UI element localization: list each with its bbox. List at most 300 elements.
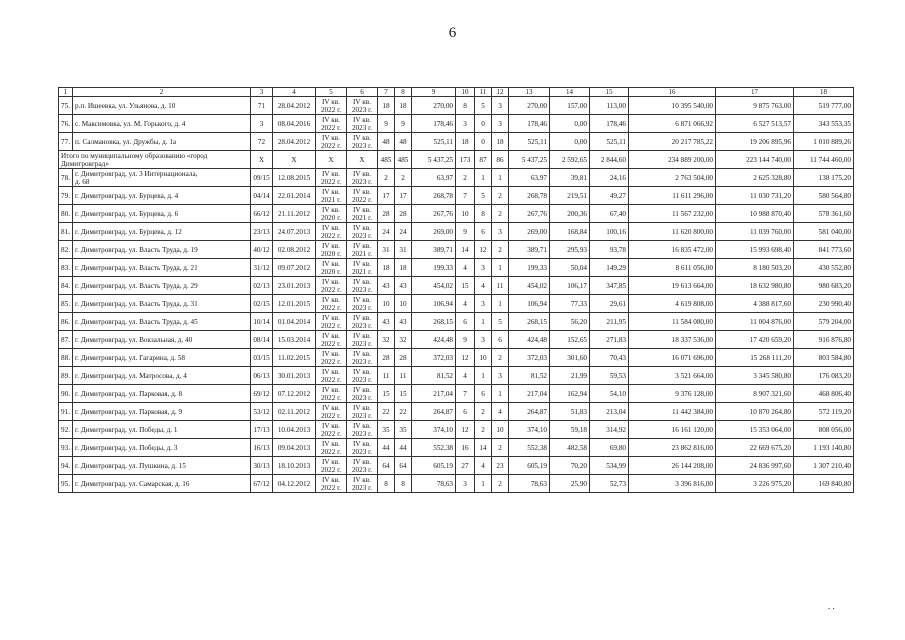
cell-c6-line: 2023 г. bbox=[351, 411, 373, 420]
cell-c5 bbox=[316, 115, 347, 133]
cell-c3: 53/12 bbox=[251, 403, 273, 421]
cell-c7: 2 bbox=[378, 169, 395, 187]
cell-c4: 24.07.2013 bbox=[273, 223, 316, 241]
cell-c6-line: IV кв. bbox=[353, 421, 371, 430]
cell-c16: 18 337 536,00 bbox=[629, 331, 716, 349]
cell-c11: 4 bbox=[475, 457, 492, 475]
cell-c16: 19 613 664,00 bbox=[629, 277, 716, 295]
cell-c4: 04.12.2012 bbox=[273, 475, 316, 493]
cell-c15: 93,78 bbox=[590, 241, 629, 259]
cell-c5 bbox=[316, 97, 347, 115]
cell-c5 bbox=[316, 259, 347, 277]
cell-c6 bbox=[347, 295, 378, 313]
cell-c15: 69,80 bbox=[590, 439, 629, 457]
subtotal-c14: 2 592,65 bbox=[550, 151, 590, 169]
cell-c18: 581 040,00 bbox=[794, 223, 854, 241]
subtotal-c3: X bbox=[251, 151, 273, 169]
address-cell-line: п. Салмановка, ул. Дружбы, д. 1а bbox=[75, 137, 177, 146]
column-number-header: 11 bbox=[475, 88, 492, 97]
cell-c5 bbox=[316, 385, 347, 403]
table-row bbox=[59, 439, 854, 457]
cell-c7: 64 bbox=[378, 457, 395, 475]
cell-c14: 59,18 bbox=[550, 421, 590, 439]
cell-c12: 3 bbox=[492, 223, 509, 241]
cell-c9: 81,52 bbox=[412, 367, 456, 385]
cell-c6 bbox=[347, 331, 378, 349]
cell-c5-line: IV кв. bbox=[322, 439, 340, 448]
cell-c12: 6 bbox=[492, 331, 509, 349]
cell-c6 bbox=[347, 205, 378, 223]
cell-c6 bbox=[347, 187, 378, 205]
row-number: 87. bbox=[59, 331, 73, 349]
address-cell-line: г. Димитровград, ул. Бурцева, д. 4 bbox=[75, 191, 179, 200]
cell-c5-line: 2021 г. bbox=[320, 195, 342, 204]
cell-c13: 372,03 bbox=[509, 349, 550, 367]
subtotal-c13: 5 437,25 bbox=[509, 151, 550, 169]
cell-c5-line: IV кв. bbox=[322, 367, 340, 376]
column-number-header: 14 bbox=[550, 88, 590, 97]
cell-c6-line: IV кв. bbox=[353, 115, 371, 124]
cell-c8: 18 bbox=[395, 259, 412, 277]
address-cell bbox=[73, 133, 251, 151]
address-cell bbox=[73, 205, 251, 223]
cell-c10: 16 bbox=[456, 439, 475, 457]
address-cell bbox=[73, 97, 251, 115]
cell-c3: 09/15 bbox=[251, 169, 273, 187]
cell-c17: 15 268 111,20 bbox=[716, 349, 794, 367]
cell-c5-line: IV кв. bbox=[322, 205, 340, 214]
address-cell bbox=[73, 187, 251, 205]
cell-c4: 02.08.2012 bbox=[273, 241, 316, 259]
cell-c13: 217,04 bbox=[509, 385, 550, 403]
cell-c14: 157,00 bbox=[550, 97, 590, 115]
cell-c5 bbox=[316, 277, 347, 295]
cell-c7: 9 bbox=[378, 115, 395, 133]
cell-c4: 23.01.2013 bbox=[273, 277, 316, 295]
cell-c6 bbox=[347, 169, 378, 187]
cell-c8: 8 bbox=[395, 475, 412, 493]
cell-c15: 178,46 bbox=[590, 115, 629, 133]
address-cell bbox=[73, 367, 251, 385]
cell-c16: 11 611 296,00 bbox=[629, 187, 716, 205]
cell-c4: 02.11.2012 bbox=[273, 403, 316, 421]
cell-c11: 10 bbox=[475, 349, 492, 367]
cell-c6 bbox=[347, 313, 378, 331]
cell-c6-line: 2023 г. bbox=[351, 357, 373, 366]
address-cell-line: с. Максимовка, ул. М. Горького, д. 4 bbox=[75, 119, 186, 128]
cell-c6 bbox=[347, 421, 378, 439]
table-row bbox=[59, 331, 854, 349]
cell-c6-line: IV кв. bbox=[353, 475, 371, 484]
cell-c10: 10 bbox=[456, 205, 475, 223]
cell-c13: 178,46 bbox=[509, 115, 550, 133]
cell-c15: 52,73 bbox=[590, 475, 629, 493]
cell-c5 bbox=[316, 457, 347, 475]
cell-c13: 270,00 bbox=[509, 97, 550, 115]
row-number: 95. bbox=[59, 475, 73, 493]
cell-c9: 268,78 bbox=[412, 187, 456, 205]
cell-c6-line: IV кв. bbox=[353, 295, 371, 304]
row-number: 80. bbox=[59, 205, 73, 223]
cell-c14: 219,51 bbox=[550, 187, 590, 205]
column-number-header: 15 bbox=[590, 88, 629, 97]
cell-c3: 69/12 bbox=[251, 385, 273, 403]
cell-c5-line: IV кв. bbox=[322, 457, 340, 466]
cell-c4: 22.01.2014 bbox=[273, 187, 316, 205]
cell-c8: 9 bbox=[395, 115, 412, 133]
subtotal-c7: 485 bbox=[378, 151, 395, 169]
cell-c13: 605,19 bbox=[509, 457, 550, 475]
cell-c7: 43 bbox=[378, 313, 395, 331]
cell-c17: 11 030 731,20 bbox=[716, 187, 794, 205]
cell-c13: 264,87 bbox=[509, 403, 550, 421]
cell-c4: 28.04.2012 bbox=[273, 97, 316, 115]
cell-c6-line: 2023 г. bbox=[351, 285, 373, 294]
cell-c14: 51,83 bbox=[550, 403, 590, 421]
cell-c18: 230 990,40 bbox=[794, 295, 854, 313]
cell-c5-line: 2022 г. bbox=[320, 141, 342, 150]
subtotal-c11: 87 bbox=[475, 151, 492, 169]
cell-c13: 424,48 bbox=[509, 331, 550, 349]
cell-c9: 605,19 bbox=[412, 457, 456, 475]
cell-c5-line: 2022 г. bbox=[320, 429, 342, 438]
cell-c6 bbox=[347, 349, 378, 367]
cell-c18: 578 361,60 bbox=[794, 205, 854, 223]
row-number: 75. bbox=[59, 97, 73, 115]
cell-c6-line: IV кв. bbox=[353, 97, 371, 106]
cell-c6-line: 2023 г. bbox=[351, 231, 373, 240]
cell-c6-line: IV кв. bbox=[353, 313, 371, 322]
column-number-header: 12 bbox=[492, 88, 509, 97]
row-number: 90. bbox=[59, 385, 73, 403]
subtotal-c17: 223 144 740,00 bbox=[716, 151, 794, 169]
cell-c3: 17/13 bbox=[251, 421, 273, 439]
cell-c10: 4 bbox=[456, 367, 475, 385]
cell-c5 bbox=[316, 169, 347, 187]
cell-c5-line: IV кв. bbox=[322, 97, 340, 106]
cell-c6-line: IV кв. bbox=[353, 223, 371, 232]
cell-c12: 10 bbox=[492, 421, 509, 439]
subtotal-c6: X bbox=[347, 151, 378, 169]
row-number: 89. bbox=[59, 367, 73, 385]
cell-c5 bbox=[316, 367, 347, 385]
cell-c5 bbox=[316, 187, 347, 205]
cell-c6-line: IV кв. bbox=[353, 205, 371, 214]
column-number-header: 10 bbox=[456, 88, 475, 97]
cell-c6 bbox=[347, 241, 378, 259]
cell-c5-line: IV кв. bbox=[322, 115, 340, 124]
address-cell bbox=[73, 385, 251, 403]
cell-c4: 09.07.2012 bbox=[273, 259, 316, 277]
cell-c5-line: 2022 г. bbox=[320, 465, 342, 474]
table-row bbox=[59, 295, 854, 313]
cell-c6-line: IV кв. bbox=[353, 367, 371, 376]
cell-c17: 3 226 975,20 bbox=[716, 475, 794, 493]
cell-c12: 3 bbox=[492, 367, 509, 385]
cell-c5-line: 2022 г. bbox=[320, 411, 342, 420]
cell-c14: 0,00 bbox=[550, 133, 590, 151]
cell-c7: 48 bbox=[378, 133, 395, 151]
cell-c13: 454,02 bbox=[509, 277, 550, 295]
cell-c15: 149,29 bbox=[590, 259, 629, 277]
cell-c12: 2 bbox=[492, 187, 509, 205]
cell-c5-line: 2020 г. bbox=[320, 267, 342, 276]
cell-c6-line: IV кв. bbox=[353, 133, 371, 142]
cell-c8: 17 bbox=[395, 187, 412, 205]
cell-c7: 18 bbox=[378, 259, 395, 277]
cell-c6 bbox=[347, 133, 378, 151]
cell-c6 bbox=[347, 259, 378, 277]
address-cell bbox=[73, 277, 251, 295]
cell-c5 bbox=[316, 331, 347, 349]
cell-c18: 1 193 140,80 bbox=[794, 439, 854, 457]
cell-c11: 1 bbox=[475, 475, 492, 493]
cell-c14: 482,58 bbox=[550, 439, 590, 457]
cell-c9: 199,33 bbox=[412, 259, 456, 277]
cell-c6 bbox=[347, 475, 378, 493]
cell-c7: 10 bbox=[378, 295, 395, 313]
cell-c6 bbox=[347, 277, 378, 295]
cell-c15: 314,92 bbox=[590, 421, 629, 439]
cell-c6-line: 2023 г. bbox=[351, 375, 373, 384]
cell-c6-line: IV кв. bbox=[353, 439, 371, 448]
cell-c8: 48 bbox=[395, 133, 412, 151]
address-cell-line: г. Димитровград, ул. Бурцева, д. 6 bbox=[75, 209, 179, 218]
cell-c6-line: 2023 г. bbox=[351, 105, 373, 114]
cell-c11: 1 bbox=[475, 169, 492, 187]
cell-c9: 270,00 bbox=[412, 97, 456, 115]
cell-c5-line: 2022 г. bbox=[320, 375, 342, 384]
cell-c9: 267,76 bbox=[412, 205, 456, 223]
cell-c13: 63,97 bbox=[509, 169, 550, 187]
cell-c15: 100,16 bbox=[590, 223, 629, 241]
cell-c4: 18.10.2013 bbox=[273, 457, 316, 475]
cell-c6-line: 2023 г. bbox=[351, 303, 373, 312]
cell-c13: 78,63 bbox=[509, 475, 550, 493]
table-row bbox=[59, 187, 854, 205]
cell-c15: 59,53 bbox=[590, 367, 629, 385]
row-number: 92. bbox=[59, 421, 73, 439]
cell-c3: 40/12 bbox=[251, 241, 273, 259]
address-cell bbox=[73, 295, 251, 313]
cell-c6 bbox=[347, 439, 378, 457]
cell-c15: 271,83 bbox=[590, 331, 629, 349]
cell-c13: 552,38 bbox=[509, 439, 550, 457]
row-number: 76. bbox=[59, 115, 73, 133]
cell-c8: 2 bbox=[395, 169, 412, 187]
cell-c6-line: IV кв. bbox=[353, 241, 371, 250]
row-number: 78. bbox=[59, 169, 73, 187]
cell-c5 bbox=[316, 403, 347, 421]
cell-c6 bbox=[347, 115, 378, 133]
cell-c18: 343 553,35 bbox=[794, 115, 854, 133]
cell-c5-line: IV кв. bbox=[322, 133, 340, 142]
table-row bbox=[59, 277, 854, 295]
cell-c7: 11 bbox=[378, 367, 395, 385]
cell-c4: 21.11.2012 bbox=[273, 205, 316, 223]
cell-c17: 24 836 997,60 bbox=[716, 457, 794, 475]
cell-c12: 23 bbox=[492, 457, 509, 475]
cell-c5 bbox=[316, 223, 347, 241]
cell-c8: 28 bbox=[395, 205, 412, 223]
table-row bbox=[59, 241, 854, 259]
cell-c8: 64 bbox=[395, 457, 412, 475]
address-cell-line: г. Димитровград, ул. Победы, д. 1 bbox=[75, 425, 178, 434]
cell-c11: 12 bbox=[475, 241, 492, 259]
cell-c12: 1 bbox=[492, 259, 509, 277]
address-cell bbox=[73, 421, 251, 439]
cell-c3: 03/15 bbox=[251, 349, 273, 367]
cell-c10: 8 bbox=[456, 97, 475, 115]
column-number-header: 1 bbox=[59, 88, 73, 97]
cell-c3: 04/14 bbox=[251, 187, 273, 205]
address-cell-line: г. Димитровград, ул. Вокзальная, д. 40 bbox=[75, 335, 193, 344]
cell-c9: 269,00 bbox=[412, 223, 456, 241]
cell-c15: 29,61 bbox=[590, 295, 629, 313]
address-cell-line: г. Димитровград, ул. Бурцева, д. 12 bbox=[75, 227, 182, 236]
column-number-header: 16 bbox=[629, 88, 716, 97]
housing-table bbox=[58, 87, 854, 493]
cell-c3: 10/14 bbox=[251, 313, 273, 331]
cell-c16: 3 521 664,00 bbox=[629, 367, 716, 385]
cell-c5-line: 2022 г. bbox=[320, 231, 342, 240]
cell-c5 bbox=[316, 295, 347, 313]
cell-c10: 7 bbox=[456, 187, 475, 205]
row-number: 84. bbox=[59, 277, 73, 295]
cell-c8: 35 bbox=[395, 421, 412, 439]
cell-c6-line: IV кв. bbox=[353, 403, 371, 412]
row-number: 91. bbox=[59, 403, 73, 421]
cell-c16: 11 567 232,00 bbox=[629, 205, 716, 223]
column-number-header: 4 bbox=[273, 88, 316, 97]
cell-c14: 301,60 bbox=[550, 349, 590, 367]
cell-c5-line: 2022 г. bbox=[320, 285, 342, 294]
cell-c15: 347,85 bbox=[590, 277, 629, 295]
table-row bbox=[59, 349, 854, 367]
cell-c13: 106,94 bbox=[509, 295, 550, 313]
address-cell-line: г. Димитровград, ул. Власть Труда, д. 29 bbox=[75, 281, 198, 290]
cell-c10: 7 bbox=[456, 385, 475, 403]
cell-c9: 525,11 bbox=[412, 133, 456, 151]
table-row bbox=[59, 403, 854, 421]
cell-c5 bbox=[316, 421, 347, 439]
address-cell bbox=[73, 223, 251, 241]
cell-c18: 519 777,00 bbox=[794, 97, 854, 115]
address-cell bbox=[73, 439, 251, 457]
address-cell bbox=[73, 475, 251, 493]
cell-c7: 43 bbox=[378, 277, 395, 295]
subtotal-c10: 173 bbox=[456, 151, 475, 169]
cell-c3: 72 bbox=[251, 133, 273, 151]
cell-c11: 6 bbox=[475, 223, 492, 241]
cell-c11: 1 bbox=[475, 367, 492, 385]
cell-c14: 77,33 bbox=[550, 295, 590, 313]
cell-c14: 106,17 bbox=[550, 277, 590, 295]
cell-c11: 14 bbox=[475, 439, 492, 457]
cell-c12: 4 bbox=[492, 403, 509, 421]
table-row bbox=[59, 169, 854, 187]
cell-c17: 9 875 763,00 bbox=[716, 97, 794, 115]
cell-c12: 1 bbox=[492, 169, 509, 187]
cell-c5-line: 2022 г. bbox=[320, 357, 342, 366]
cell-c15: 24,16 bbox=[590, 169, 629, 187]
cell-c5-line: 2022 г. bbox=[320, 483, 342, 492]
cell-c11: 0 bbox=[475, 115, 492, 133]
cell-c7: 17 bbox=[378, 187, 395, 205]
address-cell-line: д. 68 bbox=[75, 177, 90, 186]
cell-c6-line: 2023 г. bbox=[351, 465, 373, 474]
cell-c5-line: 2022 г. bbox=[320, 105, 342, 114]
cell-c3: 30/13 bbox=[251, 457, 273, 475]
cell-c6 bbox=[347, 97, 378, 115]
cell-c17: 8 907 321,60 bbox=[716, 385, 794, 403]
cell-c3: 06/13 bbox=[251, 367, 273, 385]
cell-c18: 916 876,80 bbox=[794, 331, 854, 349]
cell-c9: 78,63 bbox=[412, 475, 456, 493]
cell-c18: 572 119,20 bbox=[794, 403, 854, 421]
cell-c11: 2 bbox=[475, 403, 492, 421]
cell-c7: 44 bbox=[378, 439, 395, 457]
subtotal-c9: 5 437,25 bbox=[412, 151, 456, 169]
cell-c7: 28 bbox=[378, 349, 395, 367]
row-number: 83. bbox=[59, 259, 73, 277]
cell-c5-line: IV кв. bbox=[322, 241, 340, 250]
cell-c4: 11.02.2015 bbox=[273, 349, 316, 367]
cell-c18: 1 307 210,40 bbox=[794, 457, 854, 475]
cell-c17: 11 039 760,00 bbox=[716, 223, 794, 241]
cell-c4: 15.03.2014 bbox=[273, 331, 316, 349]
cell-c12: 3 bbox=[492, 97, 509, 115]
cell-c5 bbox=[316, 313, 347, 331]
cell-c5 bbox=[316, 241, 347, 259]
cell-c4: 12.08.2015 bbox=[273, 169, 316, 187]
cell-c15: 213,04 bbox=[590, 403, 629, 421]
cell-c6-line: 2023 г. bbox=[351, 177, 373, 186]
cell-c18: 176 083,20 bbox=[794, 367, 854, 385]
address-cell-line: г. Димитровград, ул. Матросова, д. 4 bbox=[75, 371, 187, 380]
row-number: 88. bbox=[59, 349, 73, 367]
row-number: 86. bbox=[59, 313, 73, 331]
cell-c6-line: 2023 г. bbox=[351, 483, 373, 492]
cell-c16: 8 611 056,00 bbox=[629, 259, 716, 277]
cell-c17: 18 632 980,80 bbox=[716, 277, 794, 295]
subtotal-label: Итого по муниципальному образованию «город Димитровград» bbox=[59, 151, 251, 169]
cell-c9: 372,03 bbox=[412, 349, 456, 367]
cell-c6-line: IV кв. bbox=[353, 385, 371, 394]
address-cell bbox=[73, 331, 251, 349]
cell-c7: 32 bbox=[378, 331, 395, 349]
cell-c10: 9 bbox=[456, 331, 475, 349]
cell-c6-line: 2023 г. bbox=[351, 393, 373, 402]
cell-c13: 268,78 bbox=[509, 187, 550, 205]
cell-c6 bbox=[347, 367, 378, 385]
cell-c6-line: 2023 г. bbox=[351, 429, 373, 438]
cell-c10: 27 bbox=[456, 457, 475, 475]
cell-c5-line: 2022 г. bbox=[320, 321, 342, 330]
cell-c10: 14 bbox=[456, 241, 475, 259]
cell-c13: 81,52 bbox=[509, 367, 550, 385]
cell-c4: 30.01.2013 bbox=[273, 367, 316, 385]
cell-c17: 2 625 328,80 bbox=[716, 169, 794, 187]
cell-c10: 2 bbox=[456, 169, 475, 187]
cell-c6-line: IV кв. bbox=[353, 169, 371, 178]
cell-c5 bbox=[316, 133, 347, 151]
cell-c6-line: IV кв. bbox=[353, 457, 371, 466]
cell-c4: 09.04.2013 bbox=[273, 439, 316, 457]
cell-c16: 9 376 128,00 bbox=[629, 385, 716, 403]
address-cell-line: г. Димитровград, ул. Победы, д. 3 bbox=[75, 443, 178, 452]
cell-c13: 525,11 bbox=[509, 133, 550, 151]
